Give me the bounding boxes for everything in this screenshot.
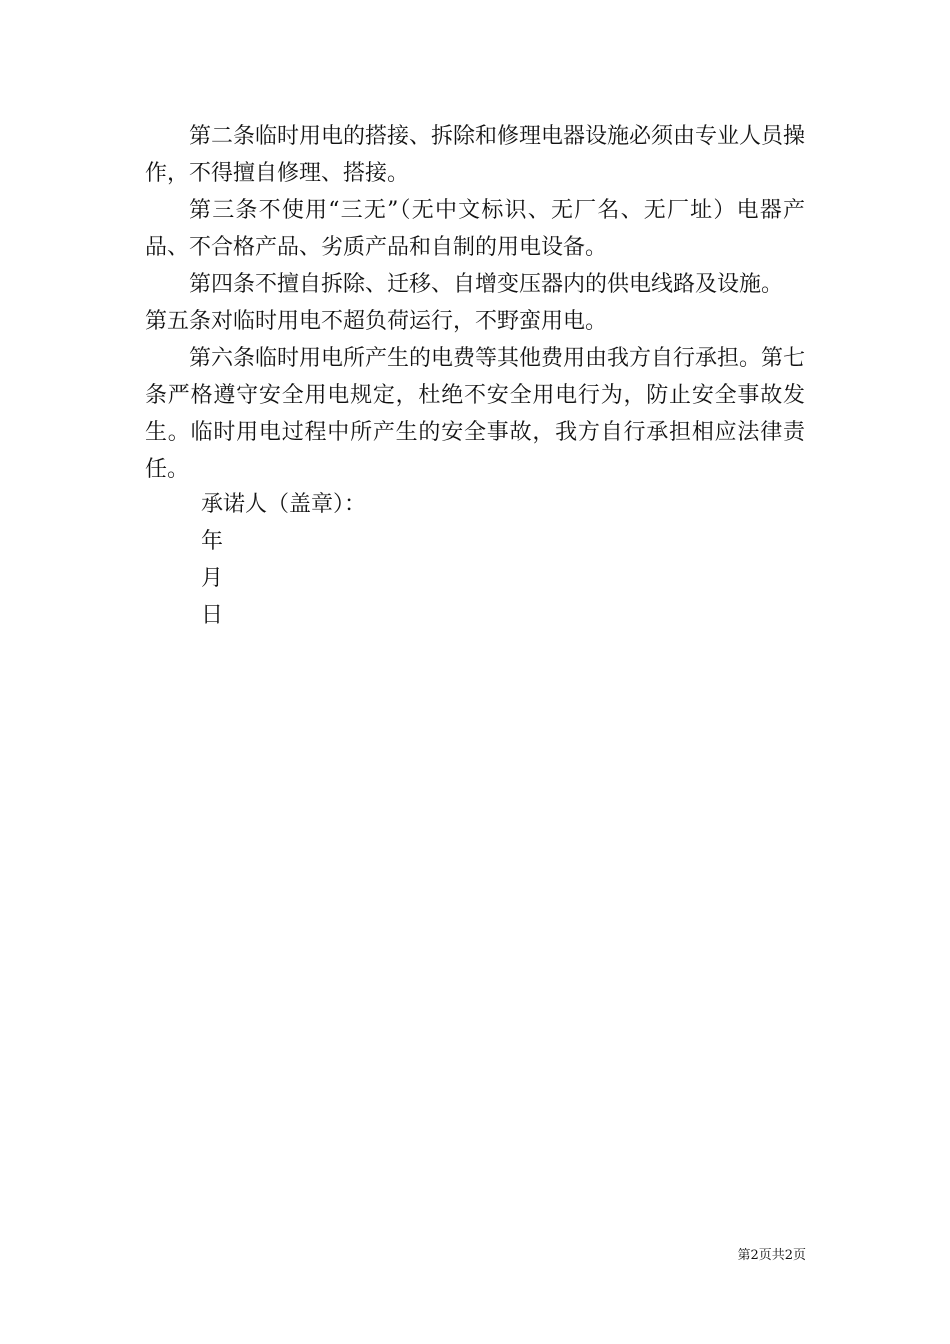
paragraph-article-6-7: 第六条临时用电所产生的电费等其他费用由我方自行承担。第七条严格遵守安全用电规定，杜绝不安全用电行为，防止安全事故发生。临时用电过程中所产生的安全事故，我方自行承担相应法律责任。 bbox=[145, 346, 806, 482]
page-number-footer: 第2页共2页 bbox=[737, 1248, 806, 1263]
paragraph-article-5: 第五条对临时用电不超负荷运行，不野蛮用电。 bbox=[145, 309, 608, 334]
paragraph-article-3: 第三条不使用“三无”（无中文标识、无厂名、无厂址）电器产品、不合格产品、劣质产品和自制的用电设备。 bbox=[145, 198, 805, 260]
promisor-label: 承诺人（盖章）： bbox=[201, 492, 367, 517]
signature-block bbox=[201, 486, 366, 634]
day-label: 日 bbox=[201, 603, 224, 628]
month-label: 月 bbox=[201, 566, 224, 591]
year-label: 年 bbox=[201, 529, 224, 554]
paragraph-article-4: 第四条不擅自拆除、迁移、自增变压器内的供电线路及设施。 bbox=[189, 272, 784, 297]
document-body bbox=[145, 118, 805, 488]
paragraph-article-2: 第二条临时用电的搭接、拆除和修理电器设施必须由专业人员操作，不得擅自修理、搭接。 bbox=[145, 124, 806, 186]
